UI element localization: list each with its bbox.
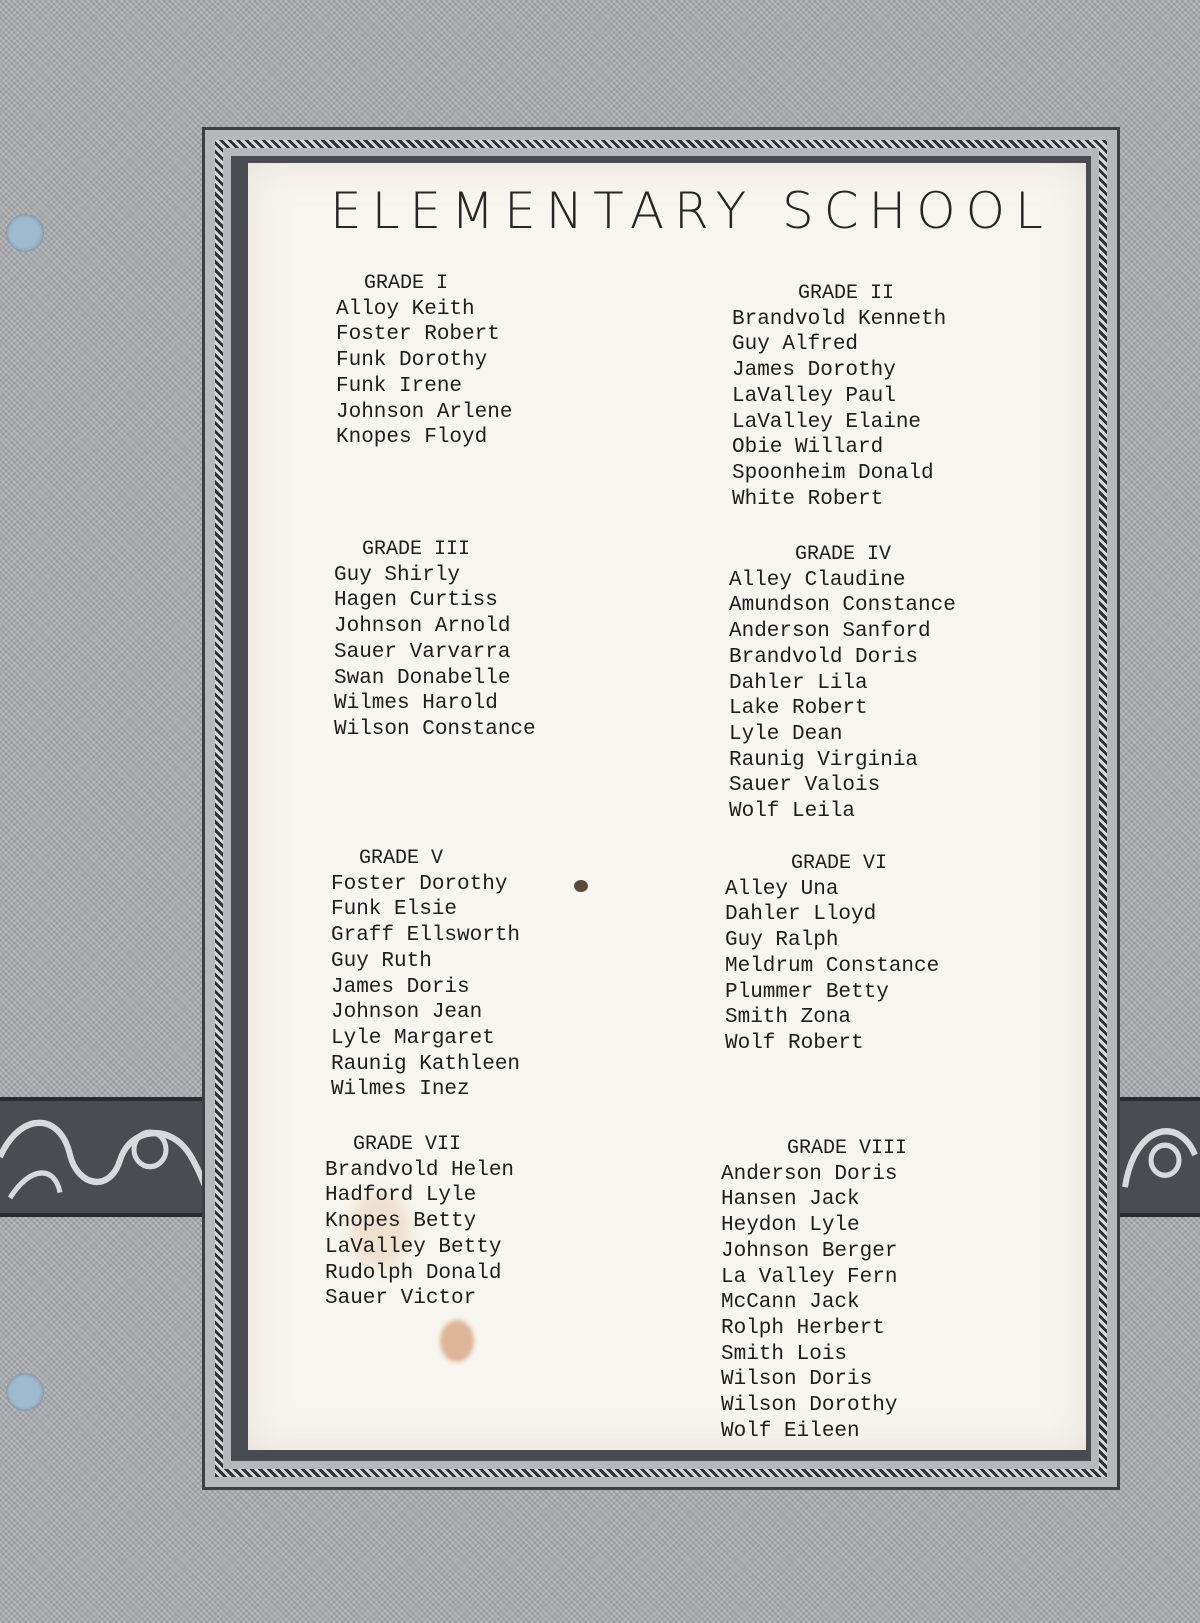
student-name: White Robert [732,487,884,511]
student-name: LaValley Betty [325,1235,502,1259]
student-name: Guy Ruth [331,949,432,973]
student-name: Johnson Jean [331,1001,483,1025]
student-name: Funk Elsie [331,898,458,922]
student-name: Rudolph Donald [325,1261,502,1285]
student-name: Graff Ellsworth [331,924,521,948]
student-name: Hagen Curtiss [334,589,498,613]
grade-4-list [729,542,956,825]
student-name: Plummer Betty [725,980,889,1004]
ornament-band-right [1120,1097,1200,1217]
student-name: Alley Claudine [729,568,906,592]
student-name: Swan Donabelle [334,666,511,690]
grade-5-list [331,846,520,1103]
student-name: James Dorothy [732,359,896,383]
student-name: Dahler Lila [729,671,868,695]
paper-blot [574,880,588,892]
grade-3-list [334,537,536,743]
student-name: Alley Una [725,877,839,901]
binder-hole [6,214,44,252]
student-name: Alloy Keith [336,297,475,321]
student-name: Brandvold Kenneth [732,307,947,331]
student-name: Wilmes Inez [331,1078,470,1102]
student-name: Wolf Robert [725,1031,864,1055]
student-name: Guy Ralph [725,929,839,953]
student-name: Sauer Victor [325,1287,477,1311]
grade-6-list [725,851,939,1057]
grade-heading: GRADE V [359,847,444,870]
student-name: Lake Robert [729,697,868,721]
student-name: Sauer Valois [729,774,881,798]
student-name: Foster Robert [336,323,500,347]
student-name: Guy Shirly [334,563,461,587]
grade-8-list [721,1136,907,1444]
student-name: Brandvold Doris [729,645,919,669]
paper-stain [440,1320,474,1362]
student-name: Lyle Margaret [331,1026,495,1050]
student-name: LaValley Paul [732,384,896,408]
student-name: Knopes Floyd [336,426,488,450]
student-name: Obie Willard [732,436,884,460]
student-name: Johnson Arnold [334,615,511,639]
student-name: Wolf Eileen [721,1419,860,1443]
student-name: Amundson Constance [729,594,956,618]
student-name: Foster Dorothy [331,872,508,896]
grade-heading: GRADE VI [791,852,888,875]
student-name: Hansen Jack [721,1188,860,1212]
student-name: Guy Alfred [732,333,859,357]
student-name: Lyle Dean [729,722,843,746]
grade-heading: GRADE IV [795,543,892,566]
student-name: Dahler Lloyd [725,903,877,927]
student-name: Funk Dorothy [336,349,488,373]
student-name: Wilson Constance [334,717,536,741]
student-name: Meldrum Constance [725,954,940,978]
student-name: Brandvold Helen [325,1158,515,1182]
student-name: Knopes Betty [325,1210,477,1234]
ornament-band-left [0,1097,210,1217]
binder-hole [6,1373,44,1411]
student-name: Funk Irene [336,374,463,398]
student-name: McCann Jack [721,1291,860,1315]
page-title: ELEMENTARY SCHOOL [330,182,1053,240]
student-name: Raunig Virginia [729,748,919,772]
student-name: Johnson Arlene [336,400,513,424]
student-name: Heydon Lyle [721,1214,860,1238]
grade-2-list [732,281,946,512]
student-name: Rolph Herbert [721,1316,885,1340]
grade-1-list [336,271,512,451]
student-name: Raunig Kathleen [331,1052,521,1076]
student-name: Smith Zona [725,1006,852,1030]
student-name: LaValley Elaine [732,410,922,434]
student-name: Sauer Varvarra [334,640,511,664]
student-name: Wolf Leila [729,800,856,824]
grade-7-list [325,1132,514,1312]
student-name: Wilson Dorothy [721,1394,898,1418]
grade-heading: GRADE II [798,282,895,305]
student-name: Hadford Lyle [325,1184,477,1208]
student-name: Johnson Berger [721,1239,898,1263]
student-name: La Valley Fern [721,1265,898,1289]
student-name: Spoonheim Donald [732,461,934,485]
grade-heading: GRADE I [364,272,449,295]
student-name: Wilmes Harold [334,692,498,716]
student-name: James Doris [331,975,470,999]
student-name: Anderson Doris [721,1162,898,1186]
student-name: Wilson Doris [721,1368,873,1392]
grade-heading: GRADE VIII [787,1137,908,1160]
student-name: Smith Lois [721,1342,848,1366]
grade-heading: GRADE VII [353,1133,462,1156]
student-name: Anderson Sanford [729,620,931,644]
grade-heading: GRADE III [362,538,471,561]
